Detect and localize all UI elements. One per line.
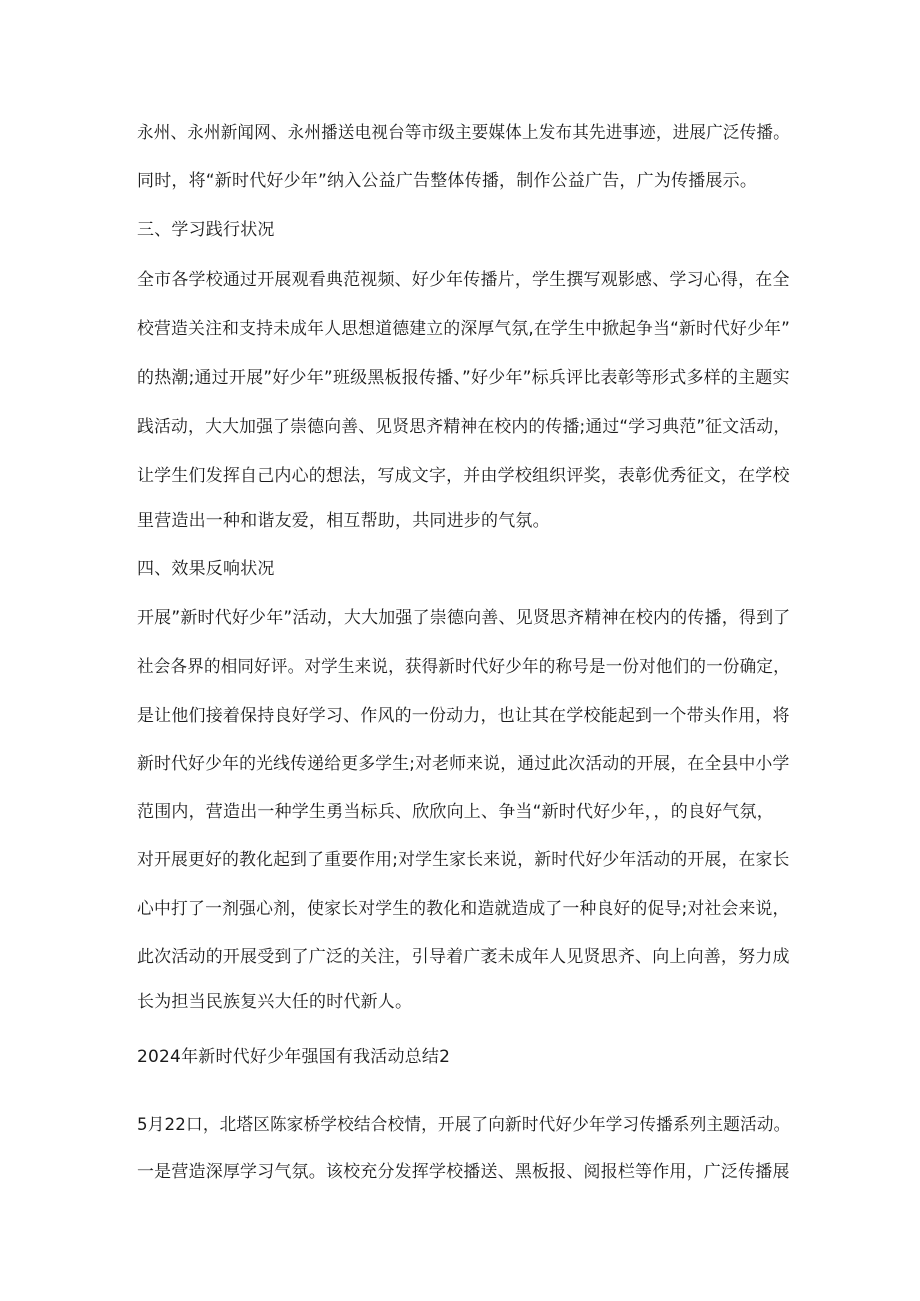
paragraph-line: 社会各界的相同好评。对学生来说，获得新时代好少年的称号是一份对他们的一份确定， [137, 657, 790, 677]
paragraph-line: 范围内，营造出一种学生勇当标兵、欣欣向上、争当“新时代好少年，，的良好气氛， [137, 802, 774, 822]
paragraph-line: 全市各学校通过开展观看典范视频、好少年传播片，学生撰写观影感、学习心得，在全 [137, 270, 790, 290]
paragraph-line: 对开展更好的教化起到了重要作用;对学生家长来说，新时代好少年活动的开展，在家长 [137, 850, 790, 870]
paragraph-line: 让学生们发挥自己内心的想法，写成文字，并由学校组织评奖，表彰优秀征文，在学校 [137, 466, 790, 486]
paragraph-line: 的热潮;通过开展”好少年”班级黑板报传播、”好少年”标兵评比表彰等形式多样的主题实 [137, 368, 790, 388]
paragraph-line: 一是营造深厚学习气氛。该校充分发挥学校播送、黑板报、阅报栏等作用，广泛传播展 [137, 1162, 790, 1182]
paragraph-line: 此次活动的开展受到了广泛的关注，引导着广袤未成年人见贤思齐、向上向善，努力成 [137, 947, 790, 967]
section-heading: 三、学习践行状况 [137, 220, 275, 240]
paragraph-line: 永州、永州新闻网、永州播送电视台等市级主要媒体上发布其先进事迹，进展广泛传播。 [137, 123, 790, 143]
paragraph-line: 心中打了一剂强心剂，使家长对学生的教化和造就造成了一种良好的促导;对社会来说， [137, 899, 790, 919]
paragraph-line: 5月22口，北塔区陈家桥学校结合校情，开展了向新时代好少年学习传播系列主题活动。 [137, 1115, 791, 1135]
paragraph-line: 长为担当民族复兴大任的时代新人。 [137, 992, 413, 1012]
paragraph-line: 是让他们接着保持良好学习、作风的一份动力，也让其在学校能起到一个带头作用，将 [137, 706, 790, 726]
paragraph-line: 同时，将“新时代好少年”纳入公益广告整体传播，制作公益广告，广为传播展示。 [137, 171, 758, 191]
paragraph-line: 里营造出一种和谐友爱，相互帮助，共同进步的气氛。 [137, 511, 550, 531]
paragraph-line: 新时代好少年的光线传递给更多学生;对老师来说，通过此次活动的开展，在全县中小学 [137, 754, 790, 774]
document-title: 2024年新时代好少年强国有我活动总结2 [137, 1047, 451, 1067]
paragraph-line: 践活动，大大加强了崇德向善、见贤思齐精神在校内的传播;通过“学习典范”征文活动， [137, 417, 791, 437]
paragraph-line: 开展”新时代好少年”活动，大大加强了崇德向善、见贤思齐精神在校内的传播，得到了 [137, 608, 791, 628]
section-heading: 四、效果反响状况 [137, 559, 275, 579]
paragraph-line: 校营造关注和支持未成年人思想道德建立的深厚气氛,在学生中掀起争当“新时代好少年” [137, 319, 791, 339]
